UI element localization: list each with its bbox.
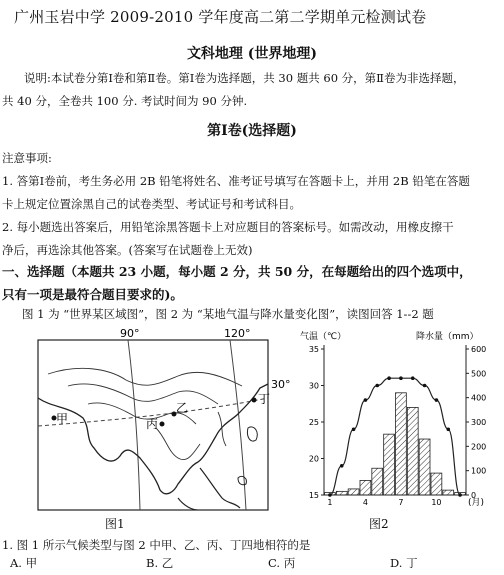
right-tick-label: 300 <box>471 418 487 427</box>
x-axis-unit: (月) <box>468 498 485 508</box>
exam-subtitle: 文科地理 (世界地理) <box>186 46 318 62</box>
temperature-point <box>399 376 403 380</box>
location-bing-dot <box>160 422 165 427</box>
precip-bar <box>372 468 383 495</box>
right-tick-label: 400 <box>471 393 487 403</box>
left-tick-label: 15 <box>308 491 319 500</box>
precip-bar <box>419 439 430 495</box>
temperature-point <box>328 493 332 497</box>
precip-bar <box>407 407 418 495</box>
month-tick-label: 10 <box>431 498 442 507</box>
location-ding-dot <box>252 398 257 403</box>
precip-bar <box>443 490 454 495</box>
month-tick-label: 1 <box>327 498 333 507</box>
left-tick-label: 30 <box>308 381 319 391</box>
climate-caption: 图2 <box>369 517 389 531</box>
temperature-point <box>446 428 450 432</box>
option-a[interactable]: A. 甲 <box>10 556 38 570</box>
precip-bar <box>384 434 395 495</box>
precip-bar <box>431 473 442 495</box>
world-region-map <box>28 328 300 542</box>
part1-line-1: 一、选择题（本题共 23 小题，每小题 2 分，共 50 分，在每题给出的四个选项中， <box>2 264 472 279</box>
option-d[interactable]: D. 丁 <box>390 556 418 570</box>
figure-intro: 图 1 为 “世界某区域图”，图 2 为 “某地气温与降水量变化图”，读图回答 1--2 题 <box>22 307 434 321</box>
temperature-point <box>387 376 391 380</box>
left-tick-label: 25 <box>308 418 319 427</box>
notes-heading: 注意事项: <box>2 151 52 165</box>
right-tick-label: 100 <box>471 466 487 476</box>
place-jia: 甲 <box>56 412 69 426</box>
temperature-point <box>435 398 439 402</box>
label-lon-120: 120° <box>224 328 251 340</box>
temperature-point <box>340 464 344 468</box>
map-caption: 图1 <box>105 517 125 531</box>
section-title: 第Ⅰ卷(选择题) <box>207 123 297 139</box>
right-tick-label: 500 <box>471 369 487 379</box>
right-tick-label: 600 <box>471 345 487 354</box>
left-axis-title: 气温（℃） <box>300 332 347 342</box>
temperature-point <box>458 493 462 497</box>
right-axis-title: 降水量（mm） <box>416 332 479 342</box>
label-lat-30: 30° <box>271 378 291 391</box>
temperature-point <box>364 398 368 402</box>
right-tick-label: 0 <box>471 491 477 500</box>
place-bing: 丙 <box>146 417 159 431</box>
note-2b: 净后，再选涂其他答案。(答案写在试题卷上无效) <box>2 243 253 257</box>
place-yi: 乙 <box>176 401 189 415</box>
note-1b: 卡上规定位置涂黑自己的试卷类型、考试证号和考试科目。 <box>2 197 301 211</box>
precip-bar <box>396 393 407 495</box>
place-ding: 丁 <box>258 392 271 406</box>
temperature-point <box>411 376 415 380</box>
month-tick-label: 7 <box>398 498 404 507</box>
left-tick-label: 20 <box>308 454 319 464</box>
instructions-line-2: 共 40 分，全卷共 100 分. 考试时间为 90 分钟. <box>2 94 248 108</box>
climate-chart <box>298 327 504 532</box>
temperature-point <box>375 384 379 388</box>
note-2a: 2. 每小题选出答案后，用铅笔涂黑答题卡上对应题目的答案标号。如需改动，用橡皮擦干 <box>2 220 454 234</box>
exam-title: 广州玉岩中学 2009-2010 学年度高二第二学期单元检测试卷 <box>14 8 427 26</box>
month-tick-label: 4 <box>362 498 368 507</box>
precip-bar <box>348 489 359 495</box>
option-c[interactable]: C. 丙 <box>268 556 296 570</box>
option-b[interactable]: B. 乙 <box>146 556 174 570</box>
right-tick-label: 200 <box>471 442 487 452</box>
label-lon-90: 90° <box>120 328 140 340</box>
note-1a: 1. 答第Ⅰ卷前，考生务必用 2B 铅笔将姓名、准考证号填写在答题卡上，并用 2B 铅笔在答题 <box>2 174 470 188</box>
instructions-line-1: 说明:本试卷分第Ⅰ卷和第Ⅱ卷。第Ⅰ卷为选择题，共 30 题共 60 分，第Ⅱ卷为非选择题， <box>24 71 465 85</box>
temperature-point <box>423 384 427 388</box>
question-stem: 1. 图 1 所示气候类型与图 2 中甲、乙、丙、丁四地相符的是 <box>2 538 311 552</box>
precip-bar <box>336 491 347 495</box>
part1-line-2: 只有一项是最符合题目要求的)。 <box>2 287 183 302</box>
precip-bar <box>360 480 371 495</box>
left-tick-label: 35 <box>308 345 319 354</box>
temperature-point <box>352 428 356 432</box>
